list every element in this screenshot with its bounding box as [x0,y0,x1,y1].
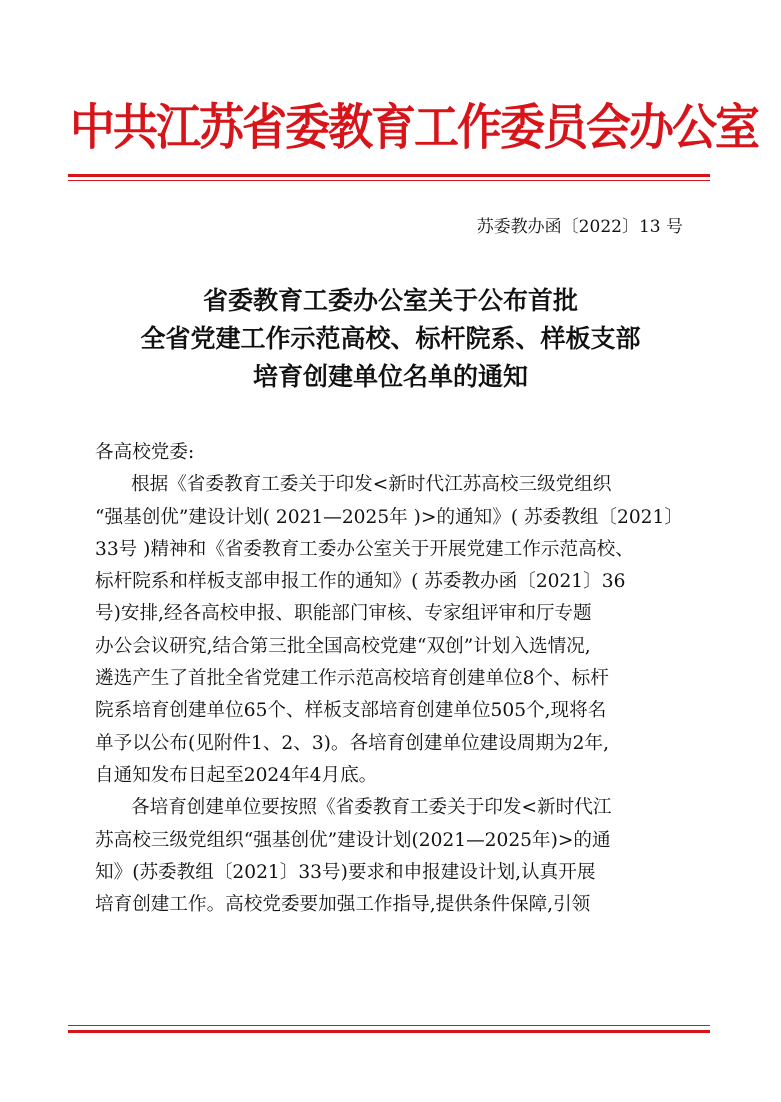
title-line: 培育创建单位名单的通知 [252,362,528,391]
paragraph-line: 自通知发布日起至2024年4月底。 [95,764,378,786]
paragraph-line: 33号 )精神和《省委教育工委办公室关于开展党建工作示范高校、 [95,538,634,560]
document-title [60,282,721,396]
paragraph-line: 遴选产生了首批全省党建工作示范高校培育创建单位8个、标杆 [95,668,609,690]
paragraph-line: 标杆院系和样板支部申报工作的通知》( 苏委教办函〔2021〕36 [95,571,626,593]
paragraph-2 [95,792,687,921]
document-number: 苏委教办函〔2022〕13 号 [476,217,683,237]
paragraph-line: 院系培育创建单位65个、样板支部培育创建单位505个,现将名 [95,700,607,722]
header-rule-thin [68,180,710,181]
title-line: 全省党建工作示范高校、标杆院系、样板支部 [140,324,641,353]
paragraph-line: 办公会议研究,结合第三批全国高校党建“双创”计划入选情况, [95,635,591,657]
footer-rule-thin [68,1025,710,1026]
title-line: 省委教育工委办公室关于公布首批 [202,286,578,315]
paragraph-line: 培育创建工作。高校党委要加强工作指导,提供条件保障,引领 [95,894,591,916]
paragraph-line: 根据《省委教育工委关于印发<新时代江苏高校三级党组织 [131,474,612,496]
header-rule-thick [68,174,710,177]
document-body [95,437,687,921]
paragraph-line: “强基创优”建设计划( 2021—2025年 )>的通知》( 苏委教组〔2021〕 [95,506,683,528]
issuer-header: 中共江苏省委教育工作委员会办公室 [70,98,759,157]
salutation: 各高校党委: [95,442,195,463]
footer-rule-thick [68,1030,710,1033]
paragraph-line: 知》(苏委教组〔2021〕33号)要求和申报建设计划,认真开展 [95,861,596,883]
paragraph-line: 各培育创建单位要按照《省委教育工委关于印发<新时代江 [131,797,612,819]
paragraph-line: 单予以公布(见附件1、2、3)。各培育创建单位建设周期为2年, [95,732,609,754]
paragraph-1 [95,469,687,792]
paragraph-line: 号)安排,经各高校申报、职能部门审核、专家组评审和厅专题 [95,603,592,625]
paragraph-line: 苏高校三级党组织“强基创优”建设计划(2021—2025年)>的通 [95,829,611,851]
